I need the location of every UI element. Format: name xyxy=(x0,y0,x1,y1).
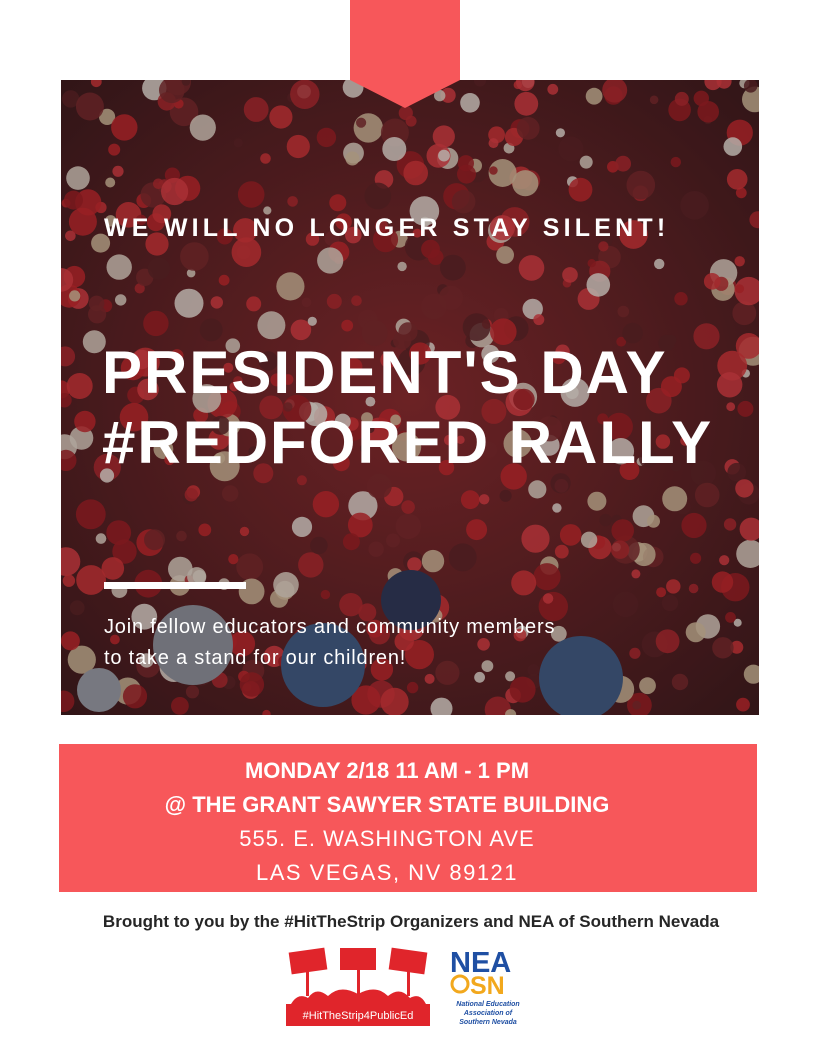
event-street: 555. E. WASHINGTON AVE xyxy=(239,826,535,851)
event-city: LAS VEGAS, NV 89121 xyxy=(255,860,519,885)
event-venue: @ THE GRANT SAWYER STATE BUILDING xyxy=(164,792,610,817)
invite-line-1: Join fellow educators and community members xyxy=(104,616,556,638)
hitthestrip-logo xyxy=(284,946,432,1028)
nea-caption-line-1: National Education xyxy=(456,1001,520,1008)
nea-logo-text: NEA xyxy=(450,947,512,979)
nea-caption-line-2: Association of xyxy=(463,1010,513,1017)
organizer-credit: Brought to you by the #HitTheStrip Organizers and NEA of Southern Nevada xyxy=(102,912,720,931)
nea-southern-nevada-logo xyxy=(448,946,526,1028)
event-datetime: MONDAY 2/18 11 AM - 1 PM xyxy=(244,758,530,783)
headline-line-1: PRESIDENT'S DAY xyxy=(102,339,668,406)
nea-caption-line-3: Southern Nevada xyxy=(459,1019,517,1026)
event-details-box xyxy=(59,744,757,892)
invite-line-2: to take a stand for our children! xyxy=(104,647,407,669)
ribbon-marker xyxy=(350,0,460,108)
sn-logo-text: SN xyxy=(470,972,505,1000)
headline-line-2: #REDFORED RALLY xyxy=(102,409,714,476)
event-headline xyxy=(102,338,713,478)
divider-rule xyxy=(104,582,246,589)
invitation-text xyxy=(104,612,664,674)
tagline: WE WILL NO LONGER STAY SILENT! xyxy=(104,214,670,242)
hitthestrip-logo-text: #HitTheStrip4PublicEd xyxy=(302,1010,414,1022)
